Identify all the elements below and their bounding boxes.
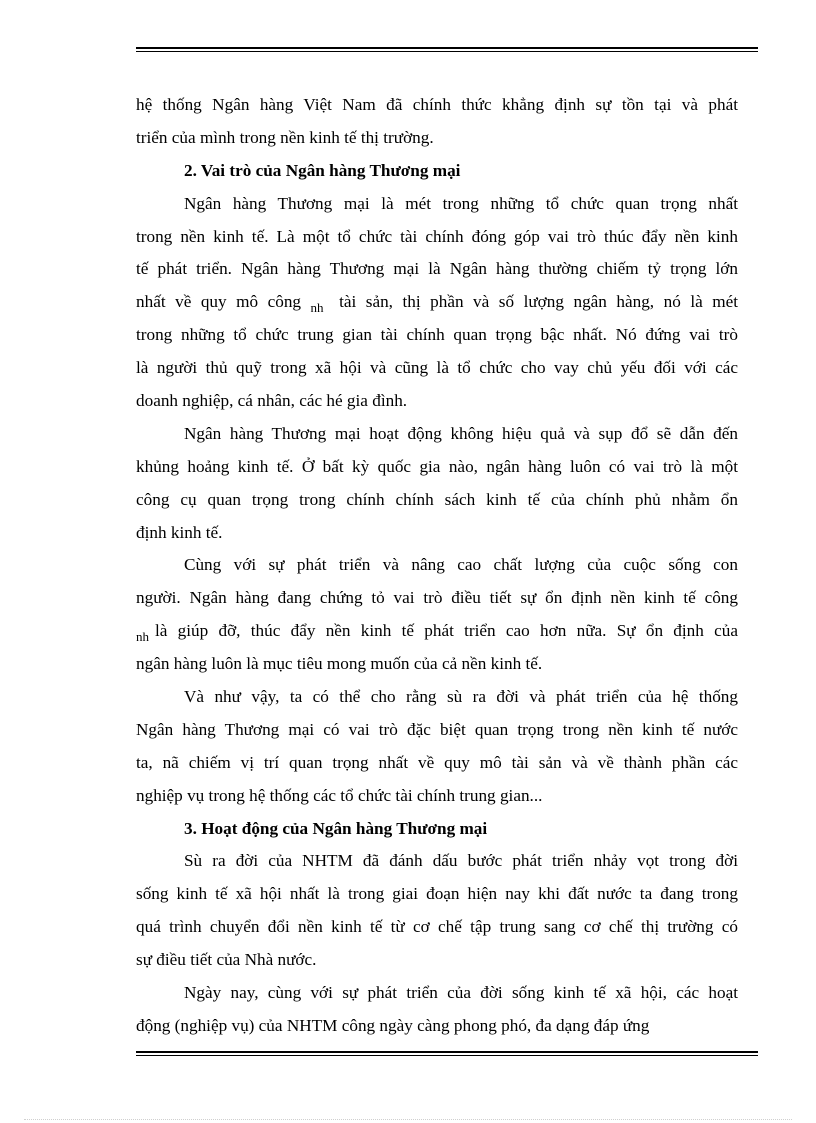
text-fragment: nhất về quy mô công [136,292,302,312]
subscript-fragment: nh [136,629,149,645]
text-line: Ngân hàng Thương mại hoạt động không hiệu quả và sụp đổ sẽ dẫn đến [184,423,738,443]
text-line: hệ thống Ngân hàng Việt Nam đã chính thức khẳng định sự tồn tại và phát [136,95,738,114]
text-line: là người thủ quỹ trong xã hội và cũng là tổ chức cho vay chủ yếu đối với các [136,358,738,378]
document-body [136,89,738,1043]
text-line: quá trình chuyển đổi nền kinh tế từ cơ chế tập trung sang cơ chế thị trường có [136,917,738,937]
subscript-fragment: nh [310,300,324,316]
section-heading: 3. Hoạt động của Ngân hàng Thương mại [184,818,488,838]
text-line: Ngân hàng Thương mại là mét trong những tổ chức quan trọng nhất [184,193,738,213]
text-fragment: là giúp đỡ, thúc đẩy nền kinh tế phát triển cao hơn nữa. Sự ổn định của [155,621,738,641]
text-line: người. Ngân hàng đang chứng tỏ vai trò điều tiết sự ổn định nền kinh tế công [136,588,738,608]
text-line: triển của mình trong nền kinh tế thị trường. [136,127,434,147]
text-line: động (nghiệp vụ) của NHTM công ngày càng phong phó, đa dạng đáp ứng [136,1015,650,1035]
text-line: tế phát triển. Ngân hàng Thương mại là Ngân hàng thường chiếm tỷ trọng lớn [136,259,738,279]
page-edge [24,1119,792,1120]
footer-rule [136,1051,758,1056]
text-line: Ngân hàng Thương mại có vai trò đặc biệt quan trọng trong nền kinh tế nước [136,719,738,739]
text-line: doanh nghiệp, cá nhân, các hé gia đình. [136,391,408,411]
text-line: Sù ra đời của NHTM đã đánh dấu bước phát triển nhảy vọt trong đời [184,851,738,871]
section-heading: 2. Vai trò của Ngân hàng Thương mại [184,160,461,180]
text-line: ta, nã chiếm vị trí quan trọng nhất về quy mô tài sản và về thành phần các [136,752,738,772]
text-line [136,286,738,319]
text-line: Ngày nay, cùng với sự phát triển của đời sống kinh tế xã hội, các hoạt [184,983,738,1003]
text-line: trong nền kinh tế. Là một tổ chức tài chính đóng góp vai trò thúc đẩy nền kinh [136,226,738,246]
text-line: sự điều tiết của Nhà nước. [136,950,317,970]
text-line: Và như vậy, ta có thể cho rằng sù ra đời và phát triển của hệ thống [184,687,738,707]
text-line: công cụ quan trọng trong chính chính sách kinh tế của chính phủ nhằm ổn [136,489,738,509]
text-line: trong những tổ chức trung gian tài chính quan trọng bậc nhất. Nó đứng vai trò [136,325,738,345]
header-rule [136,47,758,52]
text-line: sống kinh tế xã hội nhất là trong giai đoạn hiện nay khi đất nước ta đang trong [136,884,738,904]
text-line: khủng hoảng kinh tế. Ở bất kỳ quốc gia nào, ngân hàng luôn có vai trò là một [136,456,738,476]
text-line: nghiệp vụ trong hệ thống các tổ chức tài chính trung gian... [136,785,543,805]
text-line [136,615,738,648]
text-line: định kinh tế. [136,522,223,542]
text-line: ngân hàng luôn là mục tiêu mong muốn của cả nền kinh tế. [136,654,543,674]
text-fragment: tài sản, thị phần và số lượng ngân hàng, nó là mét [339,292,739,312]
text-line: Cùng với sự phát triển và nâng cao chất lượng của cuộc sống con [184,555,738,575]
